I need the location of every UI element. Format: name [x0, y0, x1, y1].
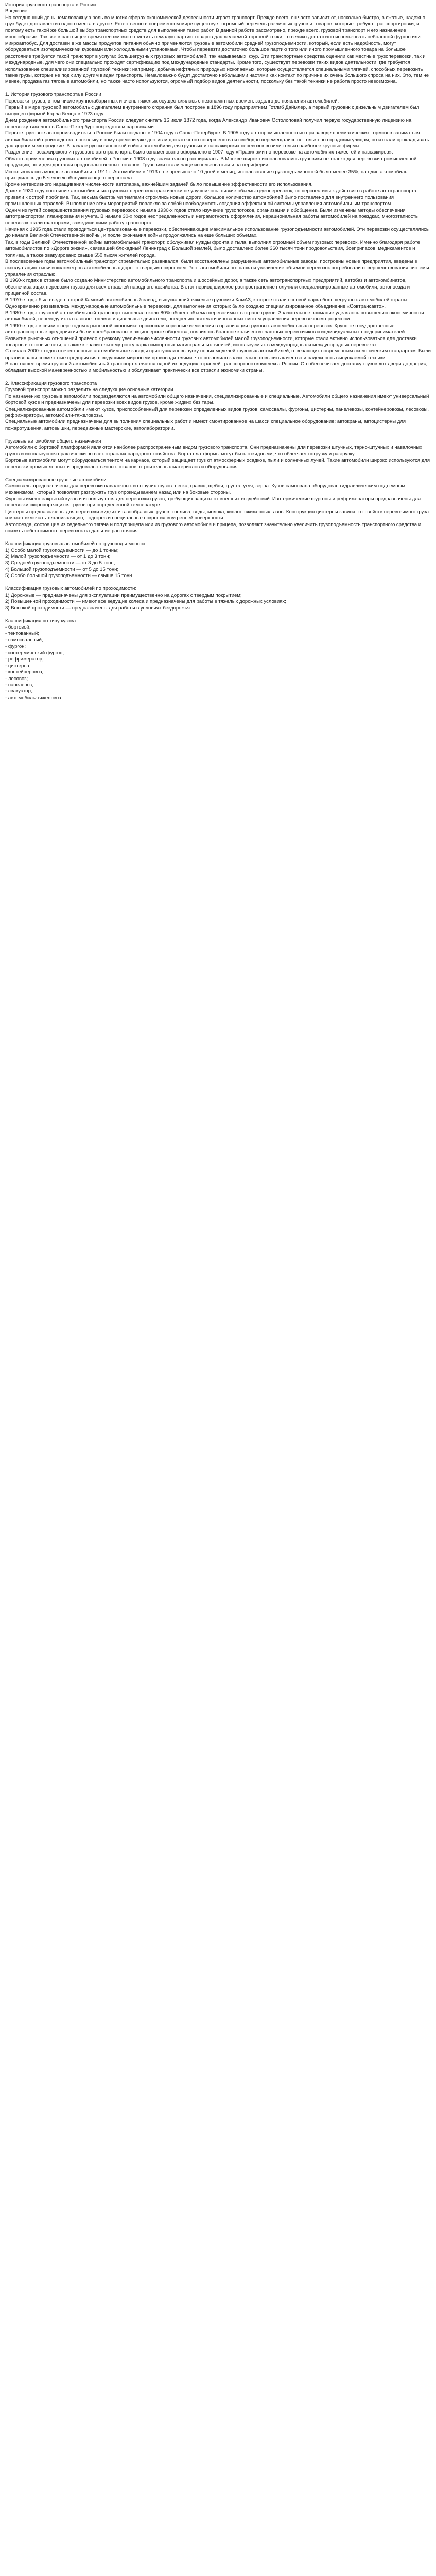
document-paragraph: Днем рождения автомобильного транспорта России следует считать 16 июля 1872 года, когда Александр Иванович Остолоповай получил первую государственную лицензию на перевозку тяжелого в Санкт-Петербург посредством паровиками. [5, 117, 413, 130]
document-paragraph: 5) Особо большой грузоподъемности — свыше 15 тонн. [5, 573, 134, 579]
document-paragraph: Бортовые автомобили могут оборудоваться тентом на каркасе, который защищает груз от атмосферных осадков, пыли и солнечных лучей. Такие автомобили широко используются для перевозки промышленных и продовольственных товаров, строительных материалов и оборудования. [5, 457, 431, 470]
document-paragraph: Классификация по типу кузова: [5, 618, 77, 624]
document-paragraph: - лесовоз; [5, 675, 28, 682]
document-paragraph: 2. Классификация грузового транспорта [5, 380, 97, 386]
document-paragraph: Кроме интенсивного наращивания численности автопарка, важнейшим задачей было повышение эффективности его использования. [5, 181, 313, 188]
document-text [5, 2, 431, 701]
document-paragraph: 4) Большой грузоподъемности — от 5 до 15 тонн; [5, 566, 119, 572]
document-paragraph: 2) Повышенной проходимости — имеют все ведущие колеса и предназначены для работы в тяжелых дорожных условиях; [5, 599, 286, 605]
document-paragraph: - панелевоз; [5, 682, 33, 688]
document-paragraph: В 1990-е годы в связи с переходом к рыночной экономике произошли коренные изменения в организации грузовых автомобильных перевозок. Крупные государственные автотранспортные предприятия были преобразованы в акционерные общества, появилось большое количество частных перевозчиков и индивидуальных предпринимателей. [5, 323, 406, 335]
document-paragraph: 1. История грузового транспорта в России [5, 92, 101, 98]
document-paragraph: Автомобили с бортовой платформой являются наиболее распространенным видом грузового транспорта. Они предназначены для перевозки штучных, тарно-штучных и навалочных грузов и используются практически во всех отраслях народного хозяйства. Борта платформы могут быть откидными, что облегчает погрузку и разгрузку. [5, 445, 424, 457]
document-paragraph: Классификация грузовых автомобилей по проходимости: [5, 586, 136, 592]
document-paragraph: Специализированные автомобили имеют кузов, приспособленный для перевозки определенных видов грузов: самосвалы, фургоны, цистерны, панелевозы, контейнеровозы, лесовозы, рефрижераторы, автомобили-тяжеловозы. [5, 406, 430, 418]
document-paragraph: Цистерны предназначены для перевозки жидких и газообразных грузов: топлива, воды, молока, кислот, сжиженных газов. Конструкция цистерны зависит от свойств перевозимого груза и может включать теплоизоляцию, подогрев и специальные покрытия внутренней поверхности. [5, 509, 430, 521]
document-paragraph: Перевозки грузов, в том числе крупногабаритных и очень тяжелых осуществлялась с незапамятных времен. задолго до появления автомобилей. [5, 98, 339, 104]
document-paragraph: Грузовые автомобили общего назначения [5, 438, 101, 444]
document-paragraph: 1) Дорожные — предназначены для эксплуатации преимущественно на дорогах с твердым покрытием; [5, 592, 242, 598]
document-paragraph: 2) Малой грузоподъемности — от 1 до 3 тонн; [5, 553, 111, 560]
document-paragraph: Одним из путей совершенствования грузовых перевозок с начала 1930-х годов стало изучение грузопотоков, организация и обобщение. Были изменены методы обеспечения автотранспортом, планирования и учета. В начале 30-х годов неопределенность и неграмотность оформления, нерациональная работы автомобилей на поездках, многоэтапность перевозок стали факторами, замедлившими работу транспорта. [5, 207, 420, 226]
blank-line [5, 535, 431, 541]
blank-line [5, 580, 431, 586]
document-paragraph: - самосвальный; [5, 637, 43, 643]
document-paragraph: Первые грузовые автопроизводители в России были созданы в 1904 году в Санкт-Петербурге. В 1905 году автопромышленностью при заводе пневматических тормозов заниматься автомобильной производства, поскольку в тому времени уже достигли достаточного совершенства и свободно перемещались не только по городским улицам, но и стали прокладывать для дороги межгородские. В начале русско-японской войны автомобили для грузовых и пассажирских перевозок возили только наиболее крупные фирмы. [5, 130, 431, 149]
document-paragraph: - автомобиль-тяжеловоз. [5, 694, 63, 701]
document-paragraph: История грузового транспорта в России [5, 2, 96, 8]
document-paragraph: - контейнеровоз; [5, 669, 44, 675]
blank-line [5, 86, 431, 92]
blank-line [5, 470, 431, 477]
blank-line [5, 432, 431, 438]
document-paragraph: 3) Высокой проходимости — предназначены для работы в условиях бездорожья. [5, 605, 191, 611]
document-paragraph: - тентованный; [5, 631, 39, 637]
document-paragraph: Так, в годы Великой Отечественной войны автомобильный транспорт, обслуживал нужды фронта и тыла, выполнил огромный объем грузовых перевозок. Именно благодаря работе автомобилистов по «Дороге жизни», связавшей блокадный Ленинград с Большой землей, было доставлено более 360 тысяч тонн продовольствия, боеприпасов, медикаментов и топлива, а также эвакуировано свыше 550 тысяч жителей города. [5, 239, 422, 258]
document-paragraph: Специальные автомобили предназначены для выполнения специальных работ и имеют смонтированное на шасси специальное оборудование: автокраны, автоцистерны для пожаротушения, автовышки, передвижные мастерские, автолаборатории. [5, 419, 407, 431]
document-paragraph: 1) Особо малой грузоподъемности — до 1 тонны; [5, 547, 119, 553]
document-paragraph: С начала 2000-х годов отечественные автомобильные заводы приступили к выпуску новых моделей грузовых автомобилей, отвечающих современным экологическим стандартам. Были организованы совместные предприятия с ведущими мировыми производителями, что позволило значительно повысить качество и надежность выпускаемой техники. [5, 348, 432, 361]
document-paragraph: - изотермический фургон; [5, 650, 64, 656]
document-paragraph: Начиная с 1935 года стали проводиться централизованные перевозки, обеспечивающие максимальное использование грузоподъемности автомобилей. Эти перевозки осуществлялись до начала Великой Отечественной войны, и после окончания войны продолжались на еще больших объемах. [5, 226, 430, 239]
document-paragraph: В послевоенные годы автомобильный транспорт стремительно развивался: были восстановлены разрушенные автомобильные заводы, построены новые предприятия, введены в эксплуатацию тысячи километров автомобильных дорог с твердым покрытием. Рост автомобильного парка и увеличение объемов перевозок потребовали совершенствования системы управления отраслью. [5, 259, 431, 278]
document-paragraph: - бортовой; [5, 624, 31, 630]
document-paragraph: Развитие рыночных отношений привело к резкому увеличению численности грузовых автомобилей малой грузоподъемности, которые стали активно использоваться для доставки товаров в торговые сети, а также к значительному росту парка импортных магистральных тягачей, используемых в междугородных и международных перевозках. [5, 335, 418, 348]
document-paragraph: В 1980-е годы грузовой автомобильный транспорт выполнял около 80% общего объема перевозимых в стране грузов. Значительное внимание уделялось повышению экономичности автомобилей, переводу их на газовое топливо и дизельные двигатели, внедрению автоматизированных систем управления перевозочным процессом. [5, 310, 426, 323]
document-paragraph: Введение [5, 8, 28, 14]
document-paragraph: Автопоезда, состоящие из седельного тягача и полуприцепа или из грузового автомобиля и прицепа, позволяют значительно увеличить грузоподъемность транспортного средства и снизить себестоимость перевозок на дальние расстояния. [5, 521, 423, 534]
document-paragraph: - рефрижератор; [5, 656, 44, 663]
document-paragraph: Самосвалы предназначены для перевозки навалочных и сыпучих грузов: песка, гравия, щебня, грунта, угля, зерна. Кузов самосвала оборудован гидравлическим подъемным механизмом, который позволяет разгружать груз опрокидыванием назад или на боковые стороны. [5, 483, 407, 496]
document-paragraph: Первый в мире грузовой автомобиль с двигателем внутреннего сгорания был построен в 1896 году предприятием Готлиб Даймлер, а первый грузовик с дизельным двигателем был выпущен фирмой Карла Бенца в 1923 году. [5, 105, 421, 117]
document-paragraph: Специализированные грузовые автомобили [5, 477, 107, 483]
document-paragraph: В 1960-х годах в стране было создано Министерство автомобильного транспорта и шоссейных дорог, а также сеть автотранспортных предприятий, автобаз и автокомбинатов, обеспечивающих перевозки грузов для всех отраслей народного хозяйства. В этот период широкое распространение получили специализированные автомобили, автопоезда и прицепной состав. [5, 278, 411, 297]
document-paragraph: - эвакуатор; [5, 688, 32, 694]
document-paragraph: Фургоны имеют закрытый кузов и используются для перевозки грузов, требующих защиты от внешних воздействий. Изотермические фургоны и рефрижераторы предназначены для перевозки скоропортящихся грузов при определенной температуре. [5, 496, 422, 509]
document-paragraph: Использовались мощные автомобили в 1911 г. Автомобили в 1913 г. не превышало 10 дней в месяц, использование грузоподъемностей было менее 35%, на один автомобиль приходилось до 5 человек обслуживающего персонала. [5, 168, 409, 181]
document-paragraph: 3) Средней грузоподъемности — от 3 до 5 тонн; [5, 560, 115, 566]
document-paragraph: На сегодняшний день немаловажную роль во многих сферах экономической деятельности играет транспорт. Прежде всего, он часто зависит от, насколько быстро, в сжатые, надежно груз будет доставлен из одного места в другое. Естественно в современном мире существует огромный перечень различных грузов и товаров, которые требуют транспортировки, и поэтому есть такой же большой выбор транспортных средств для выполнения таких работ. В данной работе рассмотрено, прежде всего, грузовой транспорт и его назначение многообразие. Так, же в настоящее время невозможно отметить немалую партию товаров для желаемой торговой точки, то велико достаточно использовать небольшой фургон или микроавтобус. Для доставки в же массы продуктов питания обычно применяются грузовые автомобили средней грузоподъемности, который, если есть надобность, могут оборудоваться изотермическими кузовами или холодильными установками. Чтобы перевезти достаточно большое партию того или иного промышленного товара на большое расстояние требуется такой транспорт в услугах большегрузных грузовых автомобилей, так называемых, фур. Эти транспортные средства оценили как местные грузоперевозки, так и международные, для чего они специально проходят сертификацию под международные стандарты. Кроме того, существует перевозки таких видов деятельности, где требуется использование специализированной грузовой техники: например, добыча нефтяных природных ископаемых, которые осуществляется специальными тягачей, способных перевозить такие грузы, которые не под силу другим видам транспорта. Немаловажно будет достаточно небольшими частями как контакт по причине их очень большого спроса на них. Это, тем не менее, продажа газ тяговые автомобили, но также часто используются, огромный подбор видов деятельности, поскольку без такой техники не работа просто невозможна. [5, 14, 430, 85]
document-paragraph: - фургон; [5, 643, 26, 650]
blank-line [5, 374, 431, 380]
blank-line [5, 612, 431, 618]
document-paragraph: - цистерна; [5, 663, 31, 669]
document-paragraph: В 1970-е годы был введен в строй Камский автомобильный завод, выпускавший тяжелые грузовики КамАЗ, которые стали основой парка большегрузных автомобилей страны. Одновременно развивались международные автомобильные перевозки, для выполнения которых было создано специализированное объединение «Совтрансавто». [5, 297, 410, 310]
document-paragraph: Область применения грузовых автомобилей в России в 1908 году значительно расширилась. В Москве широко использовались грузовики не только для перевозки промышленной продукции, но и для доставки продовольственных товаров. Грузовики стали чаще использоваться и на периферии. [5, 156, 418, 168]
document-paragraph: В настоящее время грузовой автомобильный транспорт является одной из ведущих отраслей транспортного комплекса России. Он обеспечивает доставку грузов «от двери до двери», обладает высокой маневренностью и мобильностью и обслуживает практически все отрасли экономики страны. [5, 361, 429, 374]
document-paragraph: Даже в 1930 году состояние автомобильных грузовых перевозок практически не улучшилось: низкие объемы грузоперевозок, но перспективы к действию в работе автотранспорта привели к острой проблеме. Так, весьма быстрыми темпами строились новые дороги, большое количество автомобилей было поставлено для внутреннего пользования промышленных отраслей. Выполнение этих мероприятий повлекло за собой необходимость создания эффективной системы управления автомобильным транспортом. [5, 188, 418, 207]
document-paragraph: Классификация грузовых автомобилей по грузоподъемности: [5, 541, 146, 547]
document-paragraph: Грузовой транспорт можно разделить на следующие основные категории. [5, 387, 175, 393]
document-paragraph: По назначению грузовые автомобили подразделяются на автомобили общего назначения, специализированные и специальные. Автомобили общего назначения имеют универсальный бортовой кузов и предназначены для перевозки всех видов грузов, кроме жидких без тары. [5, 393, 430, 406]
document-paragraph: Разделение пассажирского и грузового автотранспорта было ознаменовано оформлено в 1907 году «Правилами по перевозке на автомобилях тяжестей и пассажиров». [5, 149, 393, 156]
